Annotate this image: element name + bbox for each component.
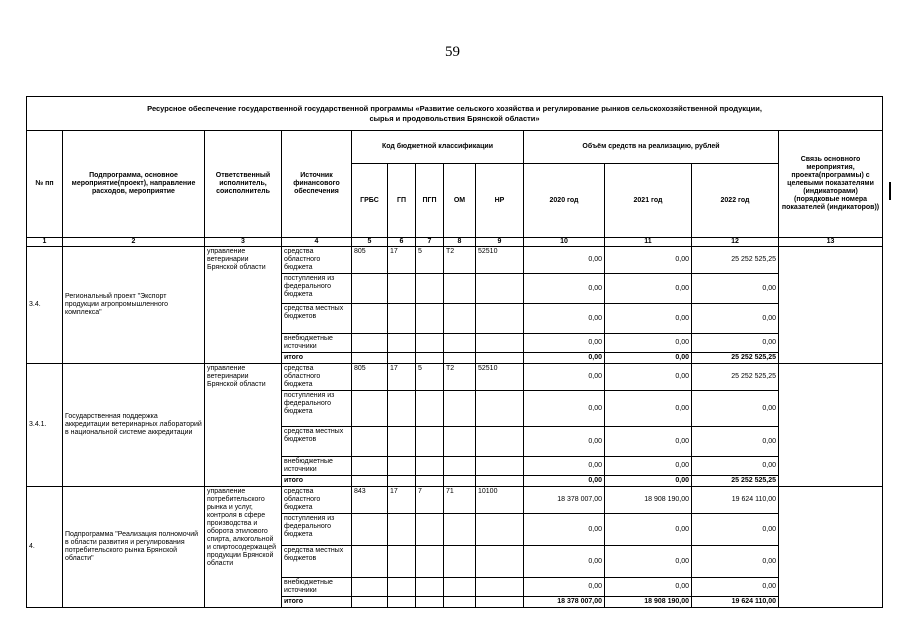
table-row — [27, 247, 883, 274]
grbs-cell — [352, 427, 388, 457]
np-cell: 10100 — [476, 487, 524, 514]
amount-2022-cell: 0,00 — [692, 546, 779, 578]
amount-2020-cell: 0,00 — [524, 427, 605, 457]
amount-2021-cell: 18 908 190,00 — [605, 487, 692, 514]
gp-cell — [388, 514, 416, 546]
gp-cell — [388, 597, 416, 608]
om-cell: Т2 — [444, 364, 476, 391]
amount-2020-cell: 0,00 — [524, 364, 605, 391]
gp-cell — [388, 427, 416, 457]
np-cell — [476, 546, 524, 578]
header-pgp: ПГП — [416, 164, 444, 238]
grbs-cell — [352, 274, 388, 304]
pgp-cell — [416, 514, 444, 546]
source-cell: внебюджетные источники — [282, 457, 352, 476]
amount-2020-cell: 0,00 — [524, 546, 605, 578]
amount-2021-cell: 0,00 — [605, 364, 692, 391]
link-cell — [779, 364, 883, 487]
pgp-cell — [416, 334, 444, 353]
pgp-cell: 5 — [416, 247, 444, 274]
gp-cell — [388, 578, 416, 597]
pgp-cell — [416, 427, 444, 457]
amount-2021-cell: 0,00 — [605, 427, 692, 457]
amount-2021-cell: 0,00 — [605, 353, 692, 364]
amount-2021-cell: 0,00 — [605, 578, 692, 597]
pgp-cell — [416, 597, 444, 608]
amount-2022-cell: 0,00 — [692, 391, 779, 427]
pgp-cell: 5 — [416, 364, 444, 391]
grbs-cell — [352, 597, 388, 608]
column-number: 7 — [416, 238, 444, 247]
om-cell: 71 — [444, 487, 476, 514]
source-cell: средства местных бюджетов — [282, 304, 352, 334]
gp-cell: 17 — [388, 487, 416, 514]
np-cell — [476, 274, 524, 304]
gp-cell — [388, 546, 416, 578]
np-cell — [476, 514, 524, 546]
source-cell: средства местных бюджетов — [282, 427, 352, 457]
amount-2021-cell: 0,00 — [605, 274, 692, 304]
amount-2021-cell: 18 908 190,00 — [605, 597, 692, 608]
grbs-cell: 843 — [352, 487, 388, 514]
grbs-cell — [352, 514, 388, 546]
table-row — [27, 364, 883, 391]
header-num: № пп — [27, 131, 63, 238]
section-name: Подпрограмма "Реализация полномочий в области развития и регулирования потребительского рынка Брянской области" — [63, 487, 205, 608]
np-cell — [476, 353, 524, 364]
column-number: 12 — [692, 238, 779, 247]
amount-2022-cell: 0,00 — [692, 578, 779, 597]
link-cell — [779, 487, 883, 608]
header-grbs: ГРБС — [352, 164, 388, 238]
source-cell: средства областного бюджета — [282, 247, 352, 274]
section-executor: управление потребительского рынка и услуг, контроля в сфере производства и оборота этилового спирта, алкогольной и спиртосодержащей продукции Брянской области — [205, 487, 282, 608]
column-number: 1 — [27, 238, 63, 247]
pgp-cell — [416, 274, 444, 304]
header-program: Подпрограмма, основное мероприятие(проект), направление расходов, мероприятие — [63, 131, 205, 238]
column-number: 9 — [476, 238, 524, 247]
grbs-cell — [352, 304, 388, 334]
amount-2021-cell: 0,00 — [605, 457, 692, 476]
amount-2021-cell: 0,00 — [605, 334, 692, 353]
np-cell — [476, 578, 524, 597]
resource-table-container — [26, 96, 882, 608]
np-cell — [476, 391, 524, 427]
pgp-cell — [416, 476, 444, 487]
om-cell — [444, 578, 476, 597]
gp-cell: 17 — [388, 247, 416, 274]
column-number: 4 — [282, 238, 352, 247]
pgp-cell — [416, 457, 444, 476]
np-cell: 52510 — [476, 364, 524, 391]
header-link: Связь основного мероприятия, проекта(программы) с целевыми показателями (индикаторами) (порядковые номера показателей (индикаторов)) — [779, 131, 883, 238]
om-cell — [444, 457, 476, 476]
source-cell: итого — [282, 597, 352, 608]
source-cell: поступления из федерального бюджета — [282, 274, 352, 304]
amount-2022-cell: 0,00 — [692, 514, 779, 546]
amount-2021-cell: 0,00 — [605, 247, 692, 274]
table-body — [27, 247, 883, 608]
column-number: 2 — [63, 238, 205, 247]
amount-2020-cell: 18 378 007,00 — [524, 487, 605, 514]
om-cell — [444, 476, 476, 487]
header-gp: ГП — [388, 164, 416, 238]
section-executor: управление ветеринарии Брянской области — [205, 247, 282, 364]
amount-2022-cell: 0,00 — [692, 274, 779, 304]
pgp-cell — [416, 353, 444, 364]
table-title: Ресурсное обеспечение государственной государственной программы «Развитие сельского хозяйства и регулирование рынков сельскохозяйственной продукции, сырья и продовольствия Брянской области» — [27, 97, 883, 131]
gp-cell: 17 — [388, 364, 416, 391]
source-cell: средства областного бюджета — [282, 487, 352, 514]
gp-cell — [388, 304, 416, 334]
amount-2021-cell: 0,00 — [605, 514, 692, 546]
page-number: 59 — [445, 44, 460, 60]
source-cell: поступления из федерального бюджета — [282, 514, 352, 546]
amount-2020-cell: 0,00 — [524, 476, 605, 487]
amount-2021-cell: 0,00 — [605, 476, 692, 487]
np-cell — [476, 457, 524, 476]
amount-2022-cell: 19 624 110,00 — [692, 597, 779, 608]
gp-cell — [388, 274, 416, 304]
pgp-cell — [416, 546, 444, 578]
gp-cell — [388, 334, 416, 353]
amount-2021-cell: 0,00 — [605, 391, 692, 427]
column-number: 8 — [444, 238, 476, 247]
resource-table — [26, 96, 883, 608]
amount-2020-cell: 0,00 — [524, 353, 605, 364]
amount-2020-cell: 0,00 — [524, 457, 605, 476]
amount-2020-cell: 0,00 — [524, 391, 605, 427]
column-number: 13 — [779, 238, 883, 247]
header-om: ОМ — [444, 164, 476, 238]
header-volume: Объём средств на реализацию, рублей — [524, 131, 779, 164]
column-number: 5 — [352, 238, 388, 247]
om-cell — [444, 597, 476, 608]
grbs-cell — [352, 578, 388, 597]
source-cell: внебюджетные источники — [282, 578, 352, 597]
amount-2020-cell: 0,00 — [524, 578, 605, 597]
grbs-cell: 805 — [352, 247, 388, 274]
np-cell — [476, 597, 524, 608]
pgp-cell — [416, 391, 444, 427]
gp-cell — [388, 476, 416, 487]
source-cell: средства местных бюджетов — [282, 546, 352, 578]
table-row — [27, 487, 883, 514]
amount-2021-cell: 0,00 — [605, 546, 692, 578]
grbs-cell — [352, 546, 388, 578]
header-np: НР — [476, 164, 524, 238]
pgp-cell — [416, 304, 444, 334]
section-name: Государственная поддержка аккредитации ветеринарных лабораторий в национальной системе аккредитации — [63, 364, 205, 487]
column-number: 6 — [388, 238, 416, 247]
gp-cell — [388, 391, 416, 427]
pgp-cell: 7 — [416, 487, 444, 514]
om-cell — [444, 546, 476, 578]
grbs-cell — [352, 353, 388, 364]
section-executor: управление ветеринарии Брянской области — [205, 364, 282, 487]
amount-2022-cell: 0,00 — [692, 304, 779, 334]
np-cell: 52510 — [476, 247, 524, 274]
om-cell: Т2 — [444, 247, 476, 274]
source-cell: итого — [282, 476, 352, 487]
amount-2022-cell: 0,00 — [692, 457, 779, 476]
column-number: 3 — [205, 238, 282, 247]
grbs-cell — [352, 391, 388, 427]
amount-2022-cell: 25 252 525,25 — [692, 353, 779, 364]
section-number: 3.4. — [27, 247, 63, 364]
header-budget-code: Код бюджетной классификации — [352, 131, 524, 164]
om-cell — [444, 274, 476, 304]
gp-cell — [388, 353, 416, 364]
np-cell — [476, 304, 524, 334]
column-numbers-row — [27, 238, 883, 247]
source-cell: средства областного бюджета — [282, 364, 352, 391]
section-number: 4. — [27, 487, 63, 608]
amount-2020-cell: 0,00 — [524, 274, 605, 304]
link-cell — [779, 247, 883, 364]
column-number: 11 — [605, 238, 692, 247]
np-cell — [476, 476, 524, 487]
amount-2021-cell: 0,00 — [605, 304, 692, 334]
amount-2022-cell: 0,00 — [692, 334, 779, 353]
pgp-cell — [416, 578, 444, 597]
grbs-cell — [352, 457, 388, 476]
amount-2022-cell: 0,00 — [692, 427, 779, 457]
amount-2020-cell: 0,00 — [524, 514, 605, 546]
source-cell: поступления из федерального бюджета — [282, 391, 352, 427]
margin-mark — [889, 182, 891, 200]
section-number: 3.4.1. — [27, 364, 63, 487]
amount-2020-cell: 18 378 007,00 — [524, 597, 605, 608]
section-name: Региональный проект "Экспорт продукции агропромышленного комплекса" — [63, 247, 205, 364]
source-cell: внебюджетные источники — [282, 334, 352, 353]
grbs-cell — [352, 476, 388, 487]
header-executor: Ответственный исполнитель, соисполнитель — [205, 131, 282, 238]
amount-2022-cell: 25 252 525,25 — [692, 247, 779, 274]
grbs-cell: 805 — [352, 364, 388, 391]
source-cell: итого — [282, 353, 352, 364]
gp-cell — [388, 457, 416, 476]
amount-2022-cell: 19 624 110,00 — [692, 487, 779, 514]
om-cell — [444, 427, 476, 457]
om-cell — [444, 304, 476, 334]
amount-2020-cell: 0,00 — [524, 334, 605, 353]
amount-2022-cell: 25 252 525,25 — [692, 476, 779, 487]
om-cell — [444, 391, 476, 427]
om-cell — [444, 334, 476, 353]
amount-2020-cell: 0,00 — [524, 304, 605, 334]
header-2020: 2020 год — [524, 164, 605, 238]
grbs-cell — [352, 334, 388, 353]
header-source: Источник финансового обеспечения — [282, 131, 352, 238]
np-cell — [476, 334, 524, 353]
header-2022: 2022 год — [692, 164, 779, 238]
np-cell — [476, 427, 524, 457]
amount-2020-cell: 0,00 — [524, 247, 605, 274]
amount-2022-cell: 25 252 525,25 — [692, 364, 779, 391]
column-number: 10 — [524, 238, 605, 247]
header-2021: 2021 год — [605, 164, 692, 238]
om-cell — [444, 514, 476, 546]
om-cell — [444, 353, 476, 364]
